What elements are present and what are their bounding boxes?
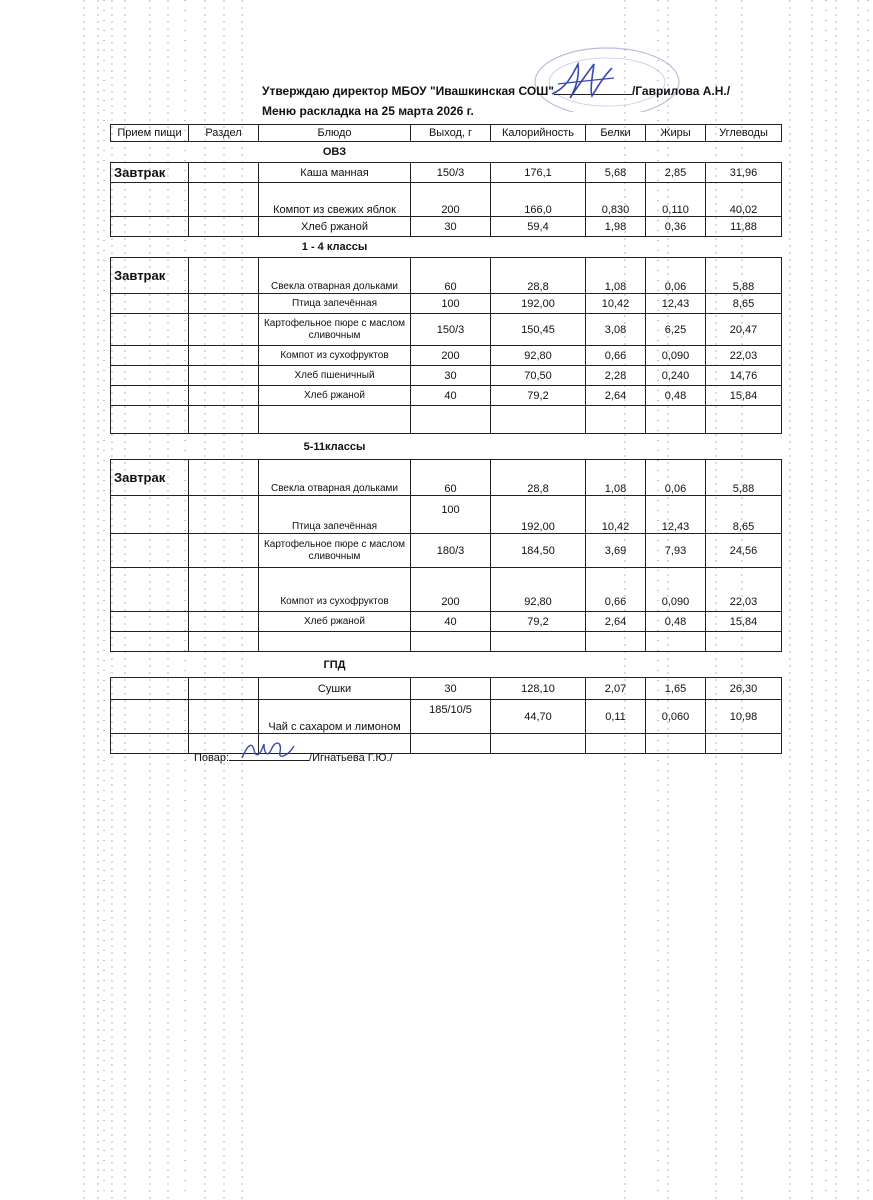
table-header-row [111,125,782,142]
proteins: 0,66 [586,346,646,366]
meal-label: Завтрак [111,258,189,294]
col-fats: Жиры [646,125,706,142]
calories: 70,50 [491,366,586,386]
section-ovz [111,142,782,163]
calories: 192,00 [491,294,586,314]
calories: 166,0 [491,183,586,217]
dish: Чай с сахаром и лимоном [259,700,411,734]
proteins: 3,69 [586,534,646,568]
section-title: 5-11классы [303,440,366,453]
dish: Свекла отварная дольками [259,460,411,496]
yield: 200 [411,346,491,366]
calories: 28,8 [491,258,586,294]
proteins: 2,64 [586,386,646,406]
fats: 0,48 [646,386,706,406]
table-row [111,217,782,237]
carbs: 11,88 [706,217,782,237]
proteins: 1,98 [586,217,646,237]
fats: 0,060 [646,700,706,734]
col-section: Раздел [189,125,259,142]
table-row [111,612,782,632]
section-title: 1 - 4 классы [301,241,368,253]
col-yield: Выход, г [411,125,491,142]
calories: 128,10 [491,678,586,700]
proteins: 10,42 [586,496,646,534]
proteins: 0,66 [586,568,646,612]
yield: 200 [411,568,491,612]
table-row [111,183,782,217]
meal-label: Завтрак [111,163,189,183]
table-row [111,314,782,346]
table-row-empty [111,632,782,652]
proteins: 2,28 [586,366,646,386]
yield: 30 [411,366,491,386]
yield: 180/3 [411,534,491,568]
carbs: 20,47 [706,314,782,346]
yield: 185/10/5 [411,700,491,734]
table-row [111,366,782,386]
dish: Сушки [259,678,411,700]
dish: Компот из сухофруктов [259,568,411,612]
carbs: 8,65 [706,496,782,534]
table-row [111,294,782,314]
calories: 59,4 [491,217,586,237]
proteins: 0,830 [586,183,646,217]
dish: Картофельное пюре с маслом сливочным [259,314,411,346]
proteins: 10,42 [586,294,646,314]
fats: 7,93 [646,534,706,568]
carbs: 26,30 [706,678,782,700]
calories: 28,8 [491,460,586,496]
col-calories: Калорийность [491,125,586,142]
proteins: 0,11 [586,700,646,734]
fats: 0,36 [646,217,706,237]
section-title: ГПД [323,658,346,671]
carbs: 10,98 [706,700,782,734]
fats: 6,25 [646,314,706,346]
yield: 60 [411,460,491,496]
carbs: 31,96 [706,163,782,183]
yield: 150/3 [411,163,491,183]
carbs: 5,88 [706,460,782,496]
dish: Компот из сухофруктов [259,346,411,366]
dish: Компот из свежих яблок [259,183,411,217]
yield: 150/3 [411,314,491,346]
dish: Хлеб пшеничный [259,366,411,386]
calories: 79,2 [491,612,586,632]
col-proteins: Белки [586,125,646,142]
proteins: 1,08 [586,258,646,294]
fats: 2,85 [646,163,706,183]
calories: 184,50 [491,534,586,568]
table-row [111,163,782,183]
cook-name: /Игнатьева Г.Ю./ [309,752,393,764]
yield: 30 [411,217,491,237]
proteins: 2,07 [586,678,646,700]
carbs: 22,03 [706,568,782,612]
table-row [111,496,782,534]
yield: 200 [411,183,491,217]
calories: 150,45 [491,314,586,346]
carbs: 14,76 [706,366,782,386]
dish: Хлеб ржаной [259,386,411,406]
dish: Хлеб ржаной [259,217,411,237]
calories: 92,80 [491,568,586,612]
fats: 0,06 [646,460,706,496]
carbs: 40,02 [706,183,782,217]
carbs: 15,84 [706,612,782,632]
fats: 12,43 [646,294,706,314]
calories: 79,2 [491,386,586,406]
fats: 0,110 [646,183,706,217]
section-grades-1-4 [111,237,782,258]
dish: Хлеб ржаной [259,612,411,632]
yield: 30 [411,678,491,700]
table-row [111,258,782,294]
fats: 0,090 [646,346,706,366]
proteins: 5,68 [586,163,646,183]
yield: 100 [411,496,491,534]
dish: Птица запечённая [259,294,411,314]
yield: 60 [411,258,491,294]
carbs: 15,84 [706,386,782,406]
director-name: /Гаврилова А.Н./ [631,84,731,98]
col-meal: Прием пищи [111,125,189,142]
table-row [111,460,782,496]
table-row [111,386,782,406]
carbs: 24,56 [706,534,782,568]
approval-text: Утверждаю директор МБОУ "Ивашкинская СОШ" [262,84,554,98]
fats: 12,43 [646,496,706,534]
proteins: 3,08 [586,314,646,346]
fats: 0,06 [646,258,706,294]
dish: Свекла отварная дольками [259,258,411,294]
carbs: 5,88 [706,258,782,294]
table-row [111,700,782,734]
fats: 0,090 [646,568,706,612]
carbs: 22,03 [706,346,782,366]
calories: 44,70 [491,700,586,734]
yield: 40 [411,386,491,406]
menu-table [110,124,782,754]
table-row [111,534,782,568]
col-carbs: Углеводы [706,125,782,142]
table-row [111,568,782,612]
calories: 176,1 [491,163,586,183]
dish: Картофельное пюре с маслом сливочным [259,534,411,568]
table-row [111,346,782,366]
proteins: 2,64 [586,612,646,632]
section-gpd [111,652,782,678]
menu-title: Меню раскладка на 25 марта 2026 г. [262,104,474,118]
meal-label: Завтрак [111,460,189,496]
section-title: ОВЗ [322,146,347,158]
yield: 40 [411,612,491,632]
director-signature [548,58,618,102]
section-grades-5-11 [111,434,782,460]
carbs: 8,65 [706,294,782,314]
approval-line [262,82,730,98]
dish: Каша манная [259,163,411,183]
proteins: 1,08 [586,460,646,496]
yield: 100 [411,294,491,314]
dish: Птица запечённая [259,496,411,534]
col-dish: Блюдо [259,125,411,142]
table-row [111,678,782,700]
fats: 1,65 [646,678,706,700]
calories: 92,80 [491,346,586,366]
calories: 192,00 [491,496,586,534]
fats: 0,240 [646,366,706,386]
table-row-empty [111,406,782,434]
cook-label: Повар: [194,752,230,764]
cook-signature [238,736,298,764]
fats: 0,48 [646,612,706,632]
